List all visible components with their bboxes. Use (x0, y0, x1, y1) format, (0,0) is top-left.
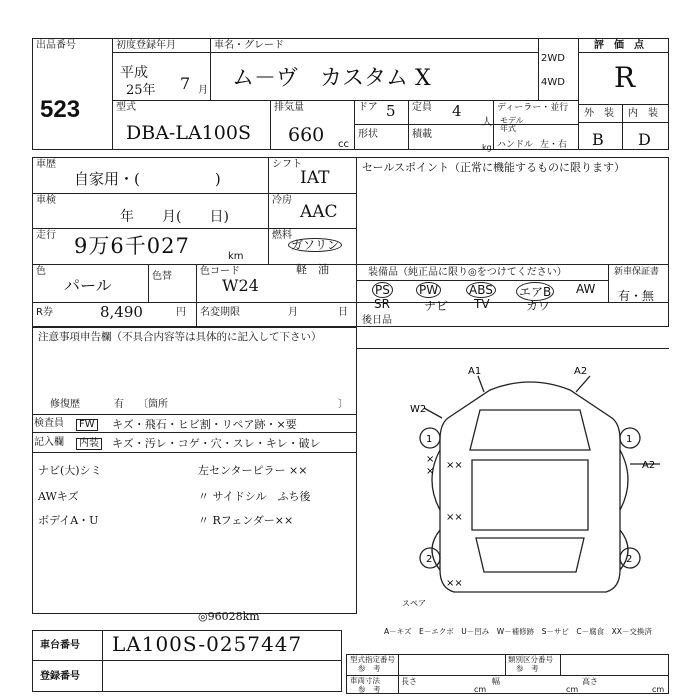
drive-4wd: 4WD (541, 77, 565, 88)
first-reg-month: 7 (180, 74, 191, 93)
color-value: パール (64, 276, 112, 295)
first-reg-month-unit: 月 (198, 85, 208, 96)
class-no-label: 類別区分番号 (508, 655, 553, 664)
mark-a2-side: A2 (642, 460, 656, 471)
first-reg-label: 初度登録年月 (116, 40, 176, 51)
capacity-value: 4 (452, 102, 462, 120)
fuel-other: 軽 油 (296, 263, 329, 276)
equipment-aw: AW (576, 282, 596, 296)
model-value: DBA-LA100S (126, 122, 251, 144)
interior-score: D (638, 130, 651, 149)
equipment-label: 装備品（純正品に限り◎をつけてください） (368, 267, 567, 278)
size-ref: 参 考 (358, 685, 381, 694)
recycle-label: R券 (36, 307, 53, 318)
inspection-label: 車検 (36, 195, 56, 206)
displacement-value: 660 (288, 124, 325, 146)
fuel-label: 燃料 (272, 230, 292, 241)
equipment-abs: ABS (466, 282, 496, 298)
mark-2-left: 2 (426, 554, 433, 565)
mark-2-right: 2 (626, 554, 633, 565)
registration-label: 登録番号 (40, 671, 80, 682)
model-year-label: モデル 年式 (500, 116, 524, 133)
checker-label: 検査員 (34, 418, 64, 429)
checker-row2-items: キズ・汚レ・コゲ・穴・スレ・キレ・破レ (112, 437, 321, 450)
checker-row1-items: キズ・飛石・ヒビ割・リペア跡・×要 (112, 418, 297, 431)
entry-label: 記入欄 (34, 437, 64, 448)
note-mileage: ◎96028km (198, 610, 260, 623)
displacement-label: 排気量 (274, 102, 304, 113)
aircon-label: 冷房 (272, 195, 292, 206)
height-unit: cm (652, 685, 665, 694)
interior-label: 内 装 (628, 108, 658, 119)
equipment-ps: PS (372, 282, 393, 298)
warranty-label: 新車保証書 (614, 267, 660, 277)
first-reg-era: 平成 (120, 65, 148, 81)
checker-interior: 内装 (76, 438, 102, 450)
caution-label: 注意事項申告欄（不具合内容等は具体的に記入して下さい） (38, 331, 322, 343)
car-name-value: ム－ヴ カスタム X (232, 66, 431, 91)
dealer-label: ディーラー・並行 (497, 103, 569, 113)
shift-value: IAT (300, 168, 330, 188)
length-label: 長さ (401, 677, 417, 686)
lot-label: 出品番号 (36, 40, 76, 51)
checker-fw: FW (76, 419, 98, 431)
fuel-selected: ガソリン (288, 238, 342, 252)
expiry-month: 月 (288, 307, 298, 318)
damage-legend: A－キズ E－エクボ U－凹み W－補修跡 S－サビ C－腐食 XX－交換済 (384, 627, 652, 636)
displacement-unit: cc (338, 139, 349, 150)
score-value: R (614, 61, 636, 94)
color-code: W24 (222, 276, 259, 295)
repair-bracket: 〔箇所 (138, 399, 168, 410)
note-left-1: ナビ(大)シミ (38, 464, 102, 477)
equipment-pw: PW (416, 282, 441, 298)
mark-xx-1: ×× (446, 460, 463, 471)
warranty-value: 有・無 (618, 289, 655, 303)
mark-1-right: 1 (626, 434, 633, 445)
shift-label: シフト (272, 159, 302, 170)
car-name-label: 車名・グレード (214, 40, 284, 51)
mileage-unit: km (228, 251, 244, 262)
equipment-leather: カワ (526, 299, 551, 313)
mark-x-2: × (426, 466, 435, 477)
note-right-2: 〃 サイドシル ふち後 (198, 490, 311, 503)
doors-label: ドア (358, 102, 378, 113)
repair-value: 有 (114, 399, 124, 410)
expiry-day: 日 (338, 307, 348, 318)
equipment-navi: ナビ (424, 299, 449, 313)
mark-w2: W2 (410, 404, 427, 415)
exterior-label: 外 装 (584, 108, 614, 119)
mark-1-left: 1 (426, 434, 433, 445)
capacity-label: 定員 (412, 102, 432, 113)
drive-2wd: 2WD (541, 53, 565, 64)
chassis-label: 車台番号 (40, 640, 80, 651)
repair-close: 〕 (338, 399, 348, 410)
expiry-label: 名変期限 (200, 307, 240, 318)
postmark-label: 後日品 (362, 315, 392, 326)
size-label: 車両寸法 (350, 676, 380, 685)
load-label: 積載 (412, 129, 432, 140)
load-unit: kg (482, 143, 492, 152)
history-label: 車歴 (36, 159, 56, 170)
inspection-value: 年 月( 日) (120, 209, 229, 225)
handle-label: ハンドル (497, 140, 534, 150)
mark-x-1: × (426, 454, 435, 465)
note-left-3: ボデイA・U (38, 514, 99, 527)
height-label: 高さ (582, 677, 598, 686)
length-unit: cm (474, 685, 487, 694)
chassis-value: LA100S-0257447 (112, 632, 303, 656)
recycle-value: 8,490 (100, 303, 143, 321)
type-no-label: 型式指定番号 (350, 655, 395, 664)
mark-a2-top: A2 (574, 366, 588, 377)
car-damage-diagram (380, 360, 680, 620)
shape-label: 形状 (358, 129, 378, 140)
note-left-2: AWキズ (38, 490, 79, 503)
equipment-tv: TV (474, 297, 490, 311)
color-label: 色 (36, 266, 46, 277)
equipment-sr: SR (374, 297, 390, 311)
sales-point-label: セールスポイント（正常に機能するものに限ります） (362, 161, 626, 174)
note-right-1: 左センターピラー ×× (198, 464, 308, 477)
score-label: 評 価 点 (594, 40, 644, 51)
mileage-value: 9万6千027 (74, 234, 190, 258)
equipment-airbag: エアB (516, 282, 554, 301)
capacity-unit: 人 (482, 117, 492, 128)
mileage-label: 走行 (36, 230, 56, 241)
aircon-value: AAC (300, 202, 338, 222)
color-code-label: 色コード (200, 266, 240, 277)
doors-value: 5 (386, 102, 396, 120)
width-unit: cm (566, 685, 579, 694)
mark-xx-3: ×× (446, 578, 463, 589)
history-value: 自家用・( ) (74, 170, 221, 188)
note-right-3: 〃 Rフェンダー×× (198, 514, 294, 527)
width-label: 幅 (492, 677, 500, 686)
repair-label: 修復歴 (50, 399, 80, 410)
recycle-unit: 円 (176, 307, 186, 318)
model-label: 型式 (116, 102, 136, 113)
handle-lr: 左・右 (540, 140, 568, 150)
mark-a1: A1 (468, 366, 482, 377)
exterior-score: B (592, 130, 604, 149)
mark-spare: スペア (402, 599, 426, 608)
color-change-label: 色替 (152, 271, 172, 282)
class-no-ref: 参 考 (516, 664, 539, 673)
type-no-ref: 参 考 (358, 664, 381, 673)
mark-xx-2: ×× (446, 512, 463, 523)
lot-number: 523 (40, 96, 81, 123)
first-reg-year: 25年 (126, 83, 156, 98)
